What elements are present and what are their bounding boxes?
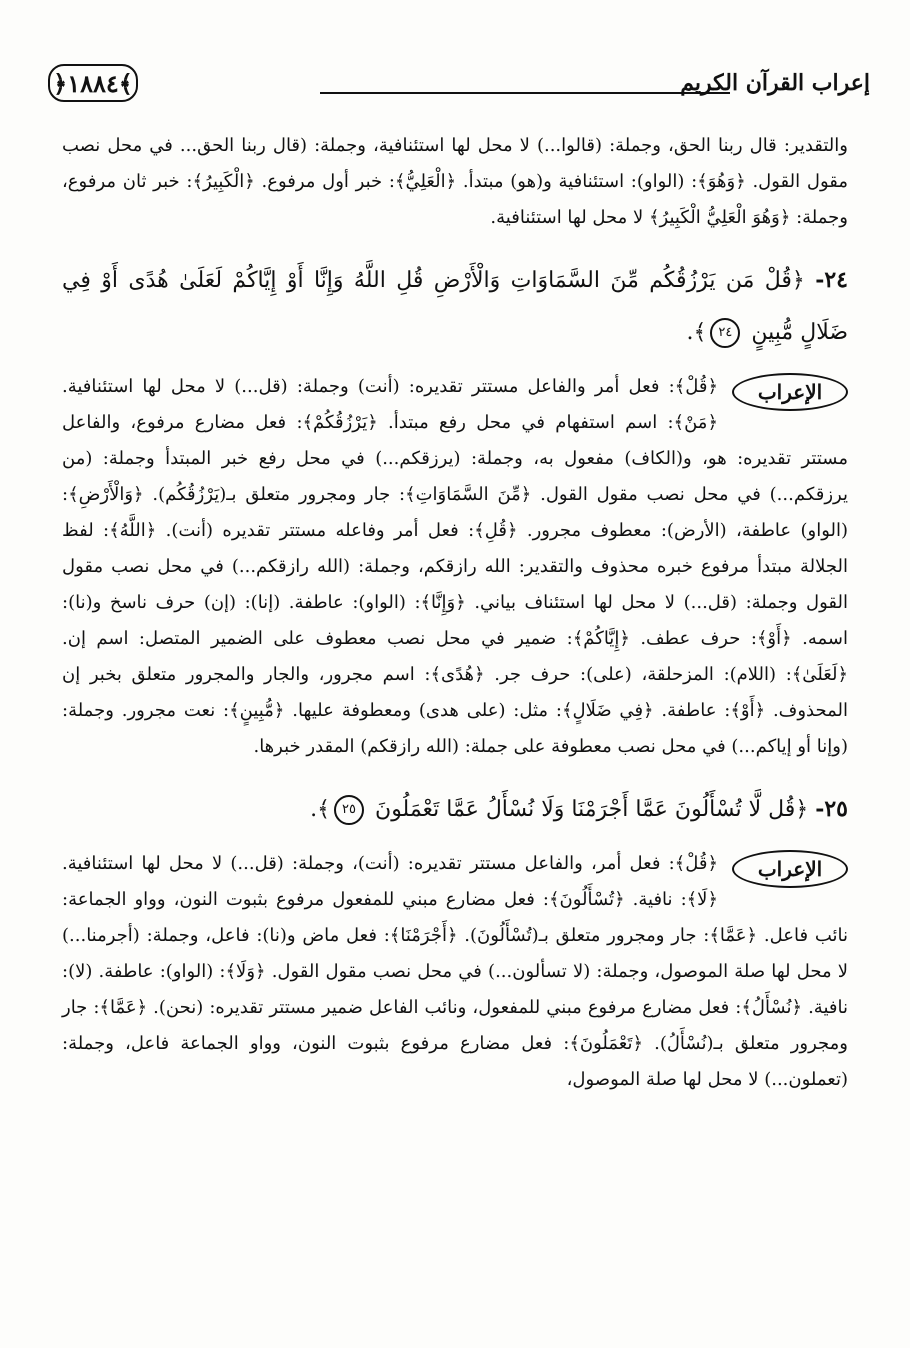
ayah-end-marker: ٢٤ (710, 318, 740, 348)
verse-25 (62, 783, 848, 836)
irab-paragraph: ﴿قُلْ﴾: فعل أمر، والفاعل مستتر تقديره: (أنت)، وجملة: (قل...) لا محل لها استئنافية. ﴿لَا﴾: نافية. ﴿تُسْأَلُونَ﴾: فعل مضارع مبني للمفعول مرفوع بثبوت النون، وواو الجماعة: نائب فاعل. ﴿عَمَّا﴾: جار ومجرور متعلق بـ(تُسْأَلُونَ). ﴿أَجْرَمْنَا﴾: فعل ماض و(نا): فاعل، وجملة: (أجرمنا...) لا محل لها صلة الموصول، وجملة: (لا تسألون...) في محل نصب مقول القول. ﴿وَلَا﴾: (الواو): عاطفة. (لا): نافية. ﴿نُسْأَلُ﴾: فعل مضارع مرفوع مبني للمفعول، ونائب الفاعل ضمير مستتر تقديره: (نحن). ﴿عَمَّا﴾: جار ومجرور متعلق بـ(نُسْأَلُ). ﴿تَعْمَلُونَ﴾: فعل مضارع مرفوع بثبوت النون، وواو الجماعة فاعل، وجملة: (تعملون...) لا محل لها صلة الموصول، (62, 853, 848, 1090)
irab-section-24 (62, 369, 848, 765)
verse-text: ﴿قُل لَّا تُسْأَلُونَ عَمَّا أَجْرَمْنَا وَلَا نُسْأَلُ عَمَّا تَعْمَلُونَ (375, 797, 809, 822)
irab-paragraph: ﴿قُلْ﴾: فعل أمر والفاعل مستتر تقديره: (أنت) وجملة: (قل...) لا محل لها استئنافية. ﴿مَنْ﴾: اسم استفهام في محل رفع مبتدأ. ﴿يَرْزُقُكُمْ﴾: فعل مضارع مرفوع، والفاعل مستتر تقديره: هو، و(الكاف) مفعول به، وجملة: (يرزقكم...) في محل رفع خبر المبتدأ وجملة: (من يرزقكم...) في محل نصب مقول القول. ﴿مِّنَ السَّمَاوَاتِ﴾: جار ومجرور متعلق بـ(يَرْزُقُكُم). ﴿وَالْأَرْضِ﴾: (الواو) عاطفة، (الأرض): معطوف مجرور. ﴿قُلِ﴾: فعل أمر وفاعله مستتر تقديره (أنت). ﴿اللَّهُ﴾: لفظ الجلالة مبتدأ مرفوع خبره محذوف والتقدير: الله رازقكم، وجملة: (الله رازقكم...) في محل نصب مقول القول وجملة: (قل...) لا محل لها استئناف بياني. ﴿وَإِنَّا﴾: (الواو): عاطفة. (إنا): (إن) حرف ناسخ و(نا): اسمه. ﴿أَوْ﴾: حرف عطف. ﴿إِيَّاكُمْ﴾: ضمير في محل نصب معطوف على الضمير المتصل: اسم إن. ﴿لَعَلَىٰ﴾: (اللام): المزحلقة، (على): حرف جر. ﴿هُدًى﴾: اسم مجرور، والجار والمجرور متعلق بخبر إن المحذوف. ﴿أَوْ﴾: عاطفة. ﴿فِي ضَلَالٍ﴾: مثل: (على هدى) ومعطوفة عليها. ﴿مُّبِينٍ﴾: نعت مجرور. وجملة: (وإنا أو إياكم...) في محل نصب معطوفة على جملة: (الله رازقكم) المقدر خبرها. (62, 376, 848, 757)
page-content (62, 128, 848, 1098)
page-number: ﴿١٨٨٤﴾ (48, 64, 138, 102)
irab-label: الإعراب (732, 850, 848, 888)
verse-text: ﴿قُلْ مَن يَرْزُقُكُم مِّنَ السَّمَاوَاتِ وَالْأَرْضِ قُلِ اللَّهُ وَإِنَّا أَوْ إِيَّاكُمْ لَعَلَىٰ هُدًى أَوْ فِي ضَلَالٍ مُّبِينٍ (62, 268, 848, 345)
verse-number: ٢٤- (815, 267, 848, 293)
book-title: إعراب القرآن الكريم (680, 70, 870, 96)
verse-number: ٢٥- (815, 796, 848, 822)
verse-closing: ﴾. (686, 320, 707, 345)
intro-paragraph: والتقدير: قال ربنا الحق، وجملة: (قالوا...) لا محل لها استئنافية، وجملة: (قال ربنا الحق... في محل نصب مقول القول. ﴿وَهُوَ﴾: (الواو): استئنافية و(هو) مبتدأ. ﴿الْعَلِيُّ﴾: خبر أول مرفوع. ﴿الْكَبِيرُ﴾: خبر ثان مرفوع، وجملة: ﴿وَهُوَ الْعَلِيُّ الْكَبِيرُ﴾ لا محل لها استئنافية. (62, 135, 848, 228)
irab-label: الإعراب (732, 373, 848, 411)
verse-24 (62, 254, 848, 359)
header-rule (320, 92, 730, 94)
page-header (40, 58, 870, 110)
irab-section-25 (62, 846, 848, 1098)
verse-closing: ﴾. (310, 797, 331, 822)
ayah-end-marker: ٢٥ (334, 795, 364, 825)
